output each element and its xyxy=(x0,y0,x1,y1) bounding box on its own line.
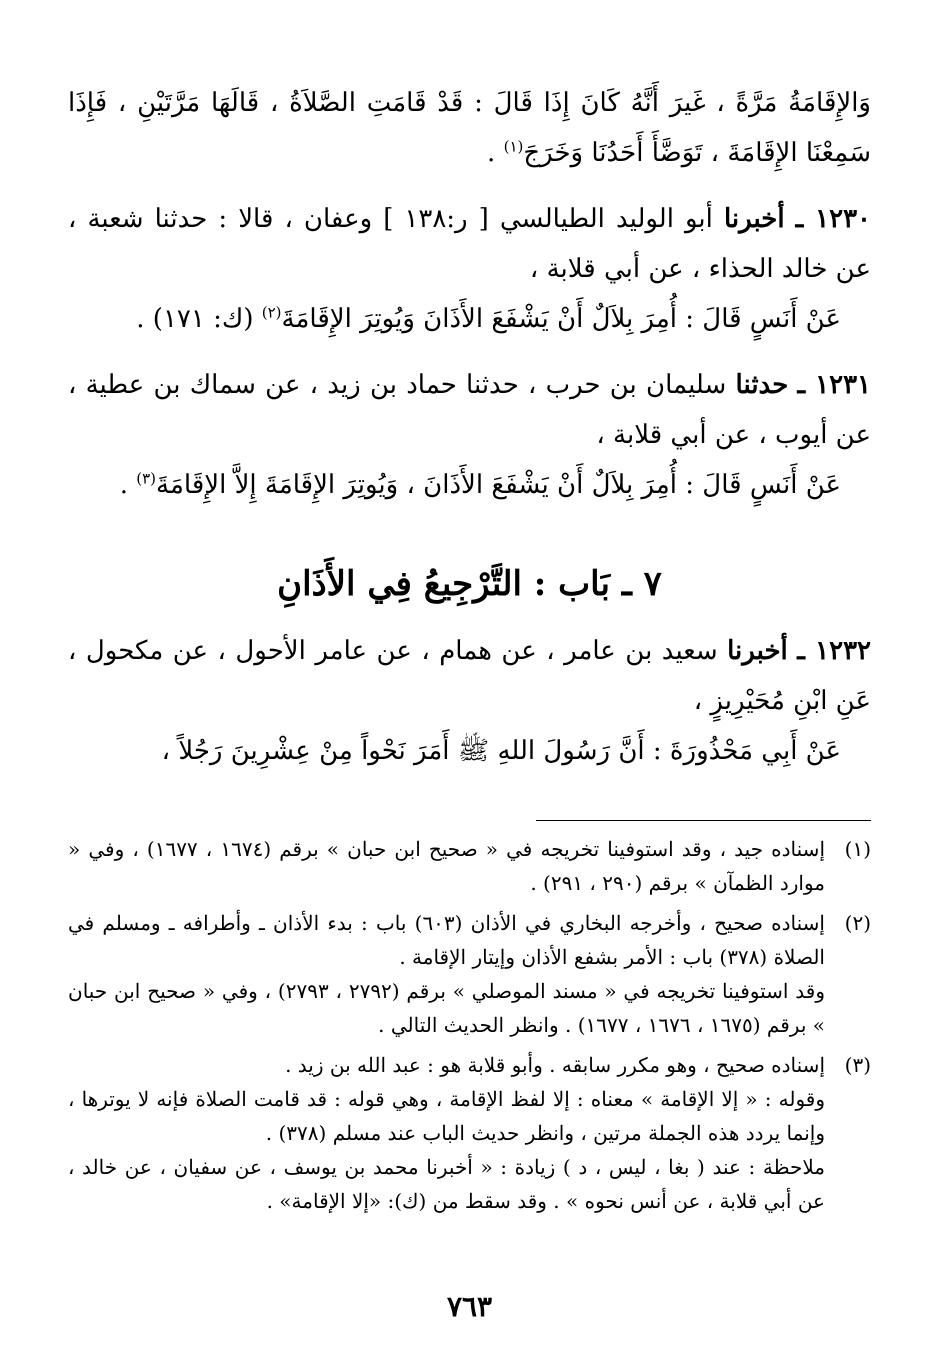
hadith-1231-matn xyxy=(68,460,871,510)
footnote-paragraph: وقوله : « إلا الإقامة » معناه : إلا لفظ الإقامة ، وهي قوله : قد قامت الصلاة فإنه لا يوترها ، وإنما يردد هذه الجملة مرتين ، وانظر حديث الباب عند مسلم (٣٧٨) . xyxy=(68,1087,825,1145)
matn-text: عَنْ أَنَسٍ قَالَ : أُمِرَ بِلاَلٌ أَنْ يَشْفَعَ الأَذَانَ وَيُوتِرَ الإِقَامَةَ xyxy=(281,304,841,334)
footnote-ref-3[interactable]: (٣) xyxy=(136,469,157,488)
footnote-body xyxy=(68,1048,825,1218)
footnote-paragraph: ملاحظة : عند ( بغا ، ليس ، د ) زيادة : « أخبرنا محمد بن يوسف ، عن سفيان ، عن خالد ، عن أبي قلابة ، عن أنس نحوه » . وقد سقط من (ك): «إلا الإقامة» . xyxy=(68,1155,825,1213)
footnote-paragraph: إسناده جيد ، وقد استوفينا تخريجه في « صحيح ابن حبان » برقم (١٦٧٤ ، ١٦٧٧) ، وفي « موارد الظمآن » برقم (٢٩٠ ، ٢٩١) . xyxy=(68,837,825,895)
narration-lead: حدثنا xyxy=(735,370,789,400)
intro-tail: . xyxy=(487,138,504,168)
isnad-text: سعيد بن عامر ، عن همام ، عن عامر الأحول ، عن مكحول ، عَنِ ابْنِ مُحَيْرِيزٍ ، xyxy=(68,636,871,716)
footnote-separator xyxy=(536,820,871,821)
intro-paragraph xyxy=(68,78,871,178)
hadith-1230-chain xyxy=(68,194,871,294)
hadith-1231-chain xyxy=(68,360,871,460)
hadith-number: ١٢٣٢ ـ xyxy=(797,636,871,666)
page-number: ٧٦٣ xyxy=(446,1290,493,1323)
narration-lead: أخبرنا xyxy=(723,204,785,234)
footnote-mark: (٣) xyxy=(844,1053,871,1077)
main-text xyxy=(68,78,871,776)
matn-text: عَنْ أَنَسٍ قَالَ : أُمِرَ بِلاَلٌ أَنْ يَشْفَعَ الأَذَانَ ، وَيُوتِرَ الإِقَامَةَ إِلاَّ الإِقَامَةَ xyxy=(156,470,841,500)
footnote-1 xyxy=(68,832,871,900)
isnad-text: أبو الوليد الطيالسي [ ر:١٣٨ ] وعفان ، قالا : حدثنا شعبة ، عن خالد الحذاء ، عن أبي قلابة ، xyxy=(68,204,871,284)
footnote-ref-2[interactable]: (٢) xyxy=(261,303,282,322)
footnote-mark: (٢) xyxy=(844,911,871,935)
narration-lead: أخبرنا xyxy=(727,636,788,666)
hadith-1230-matn xyxy=(68,294,871,344)
footnote-body xyxy=(68,832,825,900)
hadith-number: ١٢٣٠ ـ xyxy=(795,204,871,234)
hadith-1232-chain xyxy=(68,626,871,726)
matn-tail: . xyxy=(119,470,137,500)
matn-tail: (ك: ١٧١) . xyxy=(136,304,262,334)
footnote-3 xyxy=(68,1048,871,1218)
footnote-mark: (١) xyxy=(844,837,871,861)
footnote-paragraph: إسناده صحيح ، وأخرجه البخاري في الأذان (٦٠٣) باب : بدء الأذان ـ وأطرافه ـ ومسلم في الصلاة (٣٧٨) باب : الأمر بشفع الأذان وإيتار الإقامة . xyxy=(68,911,825,969)
footnote-2 xyxy=(68,906,871,1042)
chapter-heading: ٧ ـ بَاب : التَّرْجِيعُ فِي الأَذَانِ xyxy=(277,564,662,604)
isnad-text: سليمان بن حرب ، حدثنا حماد بن زيد ، عن سماك بن عطية ، عن أيوب ، عن أبي قلابة ، xyxy=(68,370,871,450)
footnote-ref-1[interactable]: (١) xyxy=(503,137,524,156)
intro-text: وَالإِقَامَةُ مَرَّةً ، غَيرَ أَنَّهُ كَانَ إِذَا قَالَ : قَدْ قَامَتِ الصَّلاَةُ ، قَالَهَا مَرَّتَيْنِ ، فَإِذَا سَمِعْنَا الإِقَامَةَ ، تَوَضَّأَ أَحَدُنَا وَخَرَجَ xyxy=(68,88,871,168)
hadith-1232-matn xyxy=(68,726,871,776)
matn-text: عَنْ أَبِي مَحْذُورَةَ : أَنَّ رَسُولَ اللهِ ﷺ أَمَرَ نَحْواً مِنْ عِشْرِينَ رَجُلاً ، xyxy=(161,736,841,766)
footnote-paragraph: إسناده صحيح ، وهو مكرر سابقه . وأبو قلابة هو : عبد الله بن زيد . xyxy=(285,1053,825,1077)
footnote-paragraph: وقد استوفينا تخريجه في « مسند الموصلي » برقم (٢٧٩٢ ، ٢٧٩٣) ، وفي « صحيح ابن حبان » برقم (١٦٧٥ ، ١٦٧٦ ، ١٦٧٧) . وانظر الحديث التالي . xyxy=(68,979,825,1037)
footnotes xyxy=(68,826,871,1218)
hadith-number: ١٢٣١ ـ xyxy=(797,370,872,400)
footnote-body xyxy=(68,906,825,1042)
